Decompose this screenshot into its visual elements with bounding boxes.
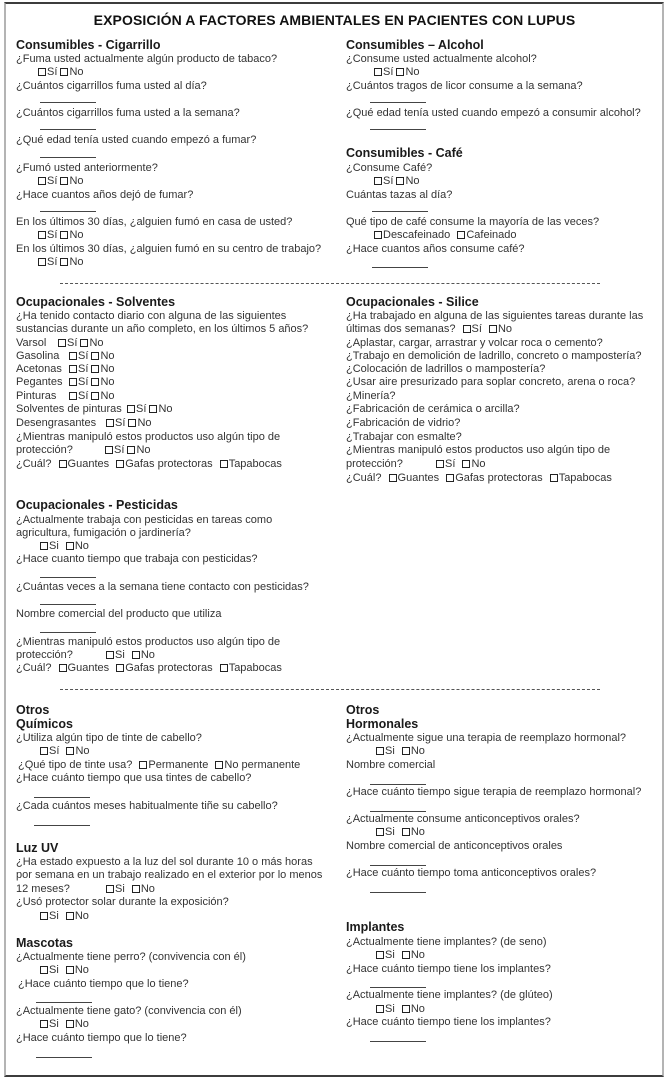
option-label: Permanente — [148, 759, 209, 771]
task-item: ¿Aplastar, cargar, arrastrar y volcar roca o cemento? — [346, 337, 603, 349]
yes-no-group — [127, 403, 173, 416]
option-label: Si — [49, 964, 59, 976]
option-label: No — [405, 66, 420, 78]
section-heading-silice: Ocupacionales - Silice — [346, 295, 479, 309]
yes-no-group — [69, 350, 115, 363]
section-heading-luz-uv: Luz UV — [16, 841, 59, 855]
option-label: Sí — [67, 337, 78, 349]
question-label: ¿Usó protector solar durante la exposición? — [16, 896, 229, 908]
option-label: Sí — [47, 175, 58, 187]
yes-no-group — [40, 964, 89, 977]
yes-no-group — [69, 363, 115, 376]
question-label: ¿Cuántas veces a la semana tiene contacto con pesticidas? — [16, 581, 309, 593]
question-label: ¿Cada cuántos meses habitualmente tiñe su cabello? — [16, 800, 278, 812]
checkbox-no-permanente[interactable] — [215, 761, 223, 769]
answer-blank[interactable] — [370, 129, 426, 130]
question-label: ¿Actualmente tiene perro? (convivencia con él) — [16, 951, 246, 963]
cual-label: ¿Cuál? — [16, 662, 52, 674]
option-label: Sí — [78, 350, 89, 362]
option-label: Si — [115, 649, 125, 661]
question-label: ¿Hace cuánto tiempo sigue terapia de reemplazo hormonal? — [346, 786, 642, 798]
question-label: sustancias durante un año completo, en los últimos 5 años? — [16, 323, 309, 335]
question-label: ¿Ha tenido contacto diario con alguna de las siguientes — [16, 310, 287, 322]
checkbox-si[interactable] — [40, 912, 48, 920]
checkbox-si[interactable] — [376, 747, 384, 755]
checkbox-no[interactable] — [402, 747, 410, 755]
substance-row — [16, 417, 96, 430]
option-label: Guantes — [67, 662, 110, 674]
question-label: En los últimos 30 días, ¿alguien fumó en su centro de trabajo? — [16, 243, 322, 255]
answer-blank[interactable] — [36, 1002, 92, 1003]
checkbox-no[interactable] — [66, 542, 74, 550]
question-label: ¿Hace cuantos años consume café? — [346, 243, 525, 255]
answer-blank[interactable] — [40, 604, 96, 605]
option-label: Sí — [445, 458, 456, 470]
yes-no-group — [40, 1018, 89, 1031]
question-label: ¿Hace cuánto tiempo que lo tiene? — [16, 1032, 187, 1044]
yes-no-group — [376, 1003, 425, 1016]
checkbox-gafas[interactable] — [116, 664, 124, 672]
question-label: agricultura, fumigación o jardinería? — [16, 527, 191, 539]
answer-blank[interactable] — [370, 811, 426, 812]
option-label: Sí — [78, 376, 89, 388]
option-label: Si — [49, 540, 59, 552]
option-label: No — [410, 1003, 425, 1015]
checkbox-no[interactable] — [127, 446, 135, 454]
substance-row — [16, 403, 122, 416]
option-label: Sí — [471, 323, 482, 335]
question-label: ¿Actualmente tiene implantes? (de glúteo) — [346, 989, 553, 1001]
option-label: No — [100, 390, 115, 402]
question-label: ¿Cuántos tragos de licor consume a la semana? — [346, 80, 583, 92]
checkbox-gafas[interactable] — [446, 474, 454, 482]
option-label: Tapabocas — [228, 458, 282, 470]
checkbox-no[interactable] — [91, 352, 99, 360]
yes-no-group — [40, 745, 90, 758]
option-label: No permanente — [224, 759, 301, 771]
checkbox-si[interactable] — [58, 339, 66, 347]
checkbox-si[interactable] — [106, 651, 114, 659]
option-label: No — [69, 256, 84, 268]
checkbox-si[interactable] — [127, 405, 135, 413]
question-label: ¿Hace cuantos años dejó de fumar? — [16, 189, 194, 201]
checkbox-no[interactable] — [402, 1005, 410, 1013]
option-label: No — [137, 417, 152, 429]
question-label: ¿Actualmente tiene implantes? (de seno) — [346, 936, 547, 948]
answer-blank[interactable] — [40, 632, 96, 633]
option-label: Guantes — [67, 458, 110, 470]
question-label: ¿Ha trabajado en alguna de las siguientes tareas durante las — [346, 310, 644, 322]
checkbox-si[interactable] — [69, 378, 77, 386]
option-label: Si — [385, 745, 395, 757]
section-divider — [60, 689, 600, 690]
checkbox-no[interactable] — [91, 365, 99, 373]
option-label: No — [74, 1018, 89, 1030]
checkbox-no[interactable] — [402, 951, 410, 959]
question-label: ¿Consume usted actualmente alcohol? — [346, 53, 537, 65]
option-label: Si — [115, 883, 125, 895]
yes-no-group — [106, 649, 155, 662]
option-label: Sí — [78, 363, 89, 375]
checkbox-si[interactable] — [463, 325, 471, 333]
checkbox-si[interactable] — [40, 1020, 48, 1028]
question-label: Nombre comercial — [346, 759, 436, 771]
option-label: No — [410, 745, 425, 757]
substance-label: Pinturas — [16, 390, 57, 402]
task-item: ¿Fabricación de vidrio? — [346, 417, 461, 429]
checkbox-cafeinado[interactable] — [457, 231, 465, 239]
checkbox-tapabocas[interactable] — [220, 460, 228, 468]
checkbox-si[interactable] — [376, 828, 384, 836]
question-label-with-options — [18, 759, 300, 772]
question-label: protección? — [16, 444, 73, 456]
question-label: ¿Hace cuanto tiempo que trabaja con pesticidas? — [16, 553, 258, 565]
answer-blank[interactable] — [370, 102, 426, 103]
section-heading-otros: Otros — [346, 703, 380, 717]
checkbox-si[interactable] — [40, 747, 48, 755]
checkbox-no[interactable] — [91, 378, 99, 386]
option-label: Gafas protectoras — [125, 458, 213, 470]
option-label: Tapabocas — [228, 662, 282, 674]
section-heading-alcohol: Consumibles – Alcohol — [346, 38, 484, 52]
checkbox-no[interactable] — [66, 747, 74, 755]
substance-label: Solventes de pinturas — [16, 403, 122, 415]
section-divider — [60, 283, 600, 284]
checkbox-permanente[interactable] — [139, 761, 147, 769]
section-heading-cigarrillo: Consumibles - Cigarrillo — [16, 38, 161, 52]
option-label: Si — [49, 1018, 59, 1030]
checkbox-no[interactable] — [149, 405, 157, 413]
option-label: No — [410, 949, 425, 961]
option-label: No — [100, 363, 115, 375]
option-label: Si — [385, 826, 395, 838]
yes-no-group — [38, 66, 84, 79]
option-label: No — [100, 376, 115, 388]
checkbox-no[interactable] — [128, 419, 136, 427]
option-label: Sí — [47, 256, 58, 268]
checkbox-no[interactable] — [402, 828, 410, 836]
section-heading-solventes: Ocupacionales - Solventes — [16, 295, 176, 309]
option-label: No — [100, 350, 115, 362]
option-label: No — [471, 458, 486, 470]
question-label: 12 meses? — [16, 883, 70, 895]
option-label: Si — [49, 910, 59, 922]
checkbox-si[interactable] — [40, 966, 48, 974]
substance-row — [16, 363, 62, 376]
checkbox-no[interactable] — [66, 966, 74, 974]
question-label: ¿Actualmente sigue una terapia de reemplazo hormonal? — [346, 732, 627, 744]
checkbox-si[interactable] — [40, 542, 48, 550]
checkbox-tapabocas[interactable] — [220, 664, 228, 672]
substance-row — [16, 337, 46, 350]
option-label: No — [158, 403, 173, 415]
task-item: ¿Fabricación de cerámica o arcilla? — [346, 403, 520, 415]
checkbox-si[interactable] — [38, 177, 46, 185]
checkbox-si[interactable] — [38, 258, 46, 266]
option-label: No — [75, 745, 90, 757]
answer-blank[interactable] — [370, 1041, 426, 1042]
checkbox-guantes[interactable] — [59, 664, 67, 672]
checkbox-tapabocas[interactable] — [550, 474, 558, 482]
checkbox-no[interactable] — [60, 258, 68, 266]
task-item: ¿Trabajo en demolición de ladrillo, concreto o mampostería? — [346, 350, 642, 362]
option-label: Sí — [383, 175, 394, 187]
section-heading-otros: Otros — [16, 703, 50, 717]
option-label: Sí — [49, 745, 60, 757]
question-label: ¿Fuma usted actualmente algún producto de tabaco? — [16, 53, 278, 65]
option-label: Cafeinado — [466, 229, 517, 241]
question-label: ¿Cuántos cigarrillos fuma usted al día? — [16, 80, 207, 92]
checkbox-si[interactable] — [69, 365, 77, 373]
section-heading-implantes: Implantes — [346, 920, 405, 934]
checkbox-si[interactable] — [106, 885, 114, 893]
option-label: No — [74, 910, 89, 922]
option-label: Sí — [383, 66, 394, 78]
checkbox-no[interactable] — [396, 68, 404, 76]
section-heading-pesticidas: Ocupacionales - Pesticidas — [16, 498, 178, 512]
question-label: Qué tipo de café consume la mayoría de las veces? — [346, 216, 600, 228]
question-label: ¿Hace cuánto tiempo tiene los implantes? — [346, 1016, 551, 1028]
question-label: últimas dos semanas? — [346, 323, 456, 335]
option-label: No — [74, 540, 89, 552]
protection-row — [16, 458, 282, 471]
checkbox-si[interactable] — [436, 460, 444, 468]
checkbox-si[interactable] — [376, 1005, 384, 1013]
yes-no-group — [38, 256, 84, 269]
yes-no-group — [105, 444, 151, 457]
checkbox-guantes[interactable] — [59, 460, 67, 468]
option-label: Sí — [78, 390, 89, 402]
checkbox-si[interactable] — [69, 352, 77, 360]
substance-label: Gasolina — [16, 350, 60, 362]
checkbox-si[interactable] — [105, 446, 113, 454]
question-label: Nombre comercial de anticonceptivos orales — [346, 840, 563, 852]
option-label: No — [136, 444, 151, 456]
question-label: ¿Hace cuánto tiempo que usa tintes de cabello? — [16, 772, 252, 784]
task-item: ¿Colocación de ladrillos o mampostería? — [346, 363, 546, 375]
yes-no-group — [106, 417, 152, 430]
answer-blank[interactable] — [370, 865, 426, 866]
question-label: ¿Cuántos cigarrillos fuma usted a la semana? — [16, 107, 240, 119]
answer-blank[interactable] — [372, 267, 428, 268]
question-label: En los últimos 30 días, ¿alguien fumó en casa de usted? — [16, 216, 293, 228]
question-label: ¿Qué edad tenía usted cuando empezó a fumar? — [16, 134, 257, 146]
checkbox-no[interactable] — [66, 912, 74, 920]
substance-row — [16, 390, 56, 403]
protection-row — [16, 662, 282, 675]
cual-label: ¿Cuál? — [346, 472, 382, 484]
question-label: ¿Mientras manipuló estos productos uso algún tipo de — [346, 444, 611, 456]
section-heading-cafe: Consumibles - Café — [346, 146, 463, 160]
question-label: ¿Actualmente tiene gato? (convivencia con él) — [16, 1005, 242, 1017]
question-label: ¿Actualmente trabaja con pesticidas en tareas como — [16, 514, 273, 526]
option-label: No — [405, 175, 420, 187]
checkbox-gafas[interactable] — [116, 460, 124, 468]
question-label: ¿Actualmente consume anticonceptivos orales? — [346, 813, 580, 825]
task-item: ¿Usar aire presurizado para soplar concreto, arena o roca? — [346, 376, 636, 388]
answer-blank[interactable] — [370, 892, 426, 893]
question-label: por semana en un trabajo realizado en el exterior por lo menos — [16, 869, 323, 881]
answer-blank[interactable] — [370, 784, 426, 785]
yes-no-group — [376, 745, 425, 758]
checkbox-no[interactable] — [80, 339, 88, 347]
question-label: Nombre comercial del producto que utiliza — [16, 608, 222, 620]
checkbox-no[interactable] — [132, 651, 140, 659]
option-label: Sí — [115, 417, 126, 429]
answer-blank[interactable] — [34, 825, 90, 826]
option-label: Sí — [136, 403, 147, 415]
answer-blank[interactable] — [40, 211, 96, 212]
question-label: ¿Hace cuánto tiempo que lo tiene? — [18, 978, 189, 990]
question-label-with-options — [346, 323, 512, 336]
yes-no-group — [38, 175, 84, 188]
yes-no-group — [374, 66, 420, 79]
answer-blank[interactable] — [36, 1057, 92, 1058]
yes-no-group — [38, 229, 84, 242]
answer-blank[interactable] — [40, 102, 96, 103]
question-label: protección? — [346, 458, 403, 470]
yes-no-group — [376, 826, 425, 839]
option-label: No — [497, 323, 513, 335]
checkbox-guantes[interactable] — [389, 474, 397, 482]
question-label: ¿Hace cuánto tiempo tiene los implantes? — [346, 963, 551, 975]
option-label: No — [69, 175, 84, 187]
checkbox-si[interactable] — [376, 951, 384, 959]
question-label: ¿Consume Café? — [346, 162, 433, 174]
option-label: Si — [385, 949, 395, 961]
checkbox-si[interactable] — [106, 419, 114, 427]
section-heading-hormonales: Hormonales — [346, 717, 419, 731]
question-label: ¿Qué edad tenía usted cuando empezó a consumir alcohol? — [346, 107, 641, 119]
checkbox-si[interactable] — [69, 392, 77, 400]
yes-no-group — [40, 910, 89, 923]
option-label: Guantes — [397, 472, 440, 484]
checkbox-no[interactable] — [91, 392, 99, 400]
option-label: No — [140, 649, 155, 661]
option-label: Sí — [47, 66, 58, 78]
yes-no-group — [376, 949, 425, 962]
question-label: ¿Utiliza algún tipo de tinte de cabello? — [16, 732, 202, 744]
yes-no-group — [374, 175, 420, 188]
cual-label: ¿Cuál? — [16, 458, 52, 470]
option-label: Si — [385, 1003, 395, 1015]
section-heading-mascotas: Mascotas — [16, 936, 73, 950]
answer-blank[interactable] — [372, 211, 428, 212]
question-label: ¿Ha estado expuesto a la luz del sol durante 10 o más horas — [16, 856, 313, 868]
question-label: ¿Mientras manipuló estos productos uso algún tipo de — [16, 431, 281, 443]
checkbox-no[interactable] — [60, 231, 68, 239]
yes-no-group — [58, 337, 104, 350]
option-label: Sí — [47, 229, 58, 241]
option-label: No — [89, 337, 104, 349]
yes-no-group — [106, 883, 155, 896]
question-label: ¿Hace cuánto tiempo toma anticonceptivos orales? — [346, 867, 597, 879]
answer-blank[interactable] — [370, 987, 426, 988]
checkbox-si[interactable] — [38, 68, 46, 76]
option-label: Descafeinado — [383, 229, 451, 241]
checkbox-si[interactable] — [38, 231, 46, 239]
option-label: Sí — [114, 444, 125, 456]
yes-no-group — [40, 540, 89, 553]
answer-blank[interactable] — [34, 797, 90, 798]
coffee-type-group — [374, 229, 517, 242]
form-title: EXPOSICIÓN A FACTORES AMBIENTALES EN PACIENTES CON LUPUS — [93, 12, 576, 28]
option-label: Gafas protectoras — [125, 662, 213, 674]
checkbox-si[interactable] — [374, 68, 382, 76]
answer-blank[interactable] — [40, 157, 96, 158]
checkbox-descafeinado[interactable] — [374, 231, 382, 239]
question-label: ¿Mientras manipuló estos productos uso algún tipo de — [16, 636, 281, 648]
protection-row — [346, 472, 612, 485]
answer-blank[interactable] — [40, 577, 96, 578]
answer-blank[interactable] — [40, 129, 96, 130]
substance-label: Desengrasantes — [16, 417, 97, 429]
checkbox-no[interactable] — [60, 68, 68, 76]
checkbox-no[interactable] — [66, 1020, 74, 1028]
checkbox-no[interactable] — [396, 177, 404, 185]
option-label: Gafas protectoras — [455, 472, 543, 484]
checkbox-no[interactable] — [132, 885, 140, 893]
question-label: protección? — [16, 649, 73, 661]
section-heading-quimicos: Químicos — [16, 717, 73, 731]
yes-no-group — [69, 376, 115, 389]
substance-label: Pegantes — [16, 376, 63, 388]
yes-no-group — [69, 390, 115, 403]
question-label: Cuántas tazas al día? — [346, 189, 453, 201]
option-label: No — [140, 883, 155, 895]
checkbox-no[interactable] — [489, 325, 497, 333]
option-label: No — [69, 229, 84, 241]
substance-label: Acetonas — [16, 363, 62, 375]
option-label: No — [69, 66, 84, 78]
option-label: No — [410, 826, 425, 838]
task-item: ¿Minería? — [346, 390, 396, 402]
yes-no-group — [436, 458, 486, 471]
option-label: No — [74, 964, 89, 976]
task-item: ¿Trabajar con esmalte? — [346, 431, 462, 443]
checkbox-no[interactable] — [462, 460, 470, 468]
substance-row — [16, 350, 59, 363]
substance-label: Varsol — [16, 337, 47, 349]
question-label: ¿Fumó usted anteriormente? — [16, 162, 158, 174]
option-label: Tapabocas — [558, 472, 612, 484]
substance-row — [16, 376, 62, 389]
checkbox-no[interactable] — [60, 177, 68, 185]
checkbox-si[interactable] — [374, 177, 382, 185]
question-label: ¿Qué tipo de tinte usa? — [18, 759, 133, 771]
